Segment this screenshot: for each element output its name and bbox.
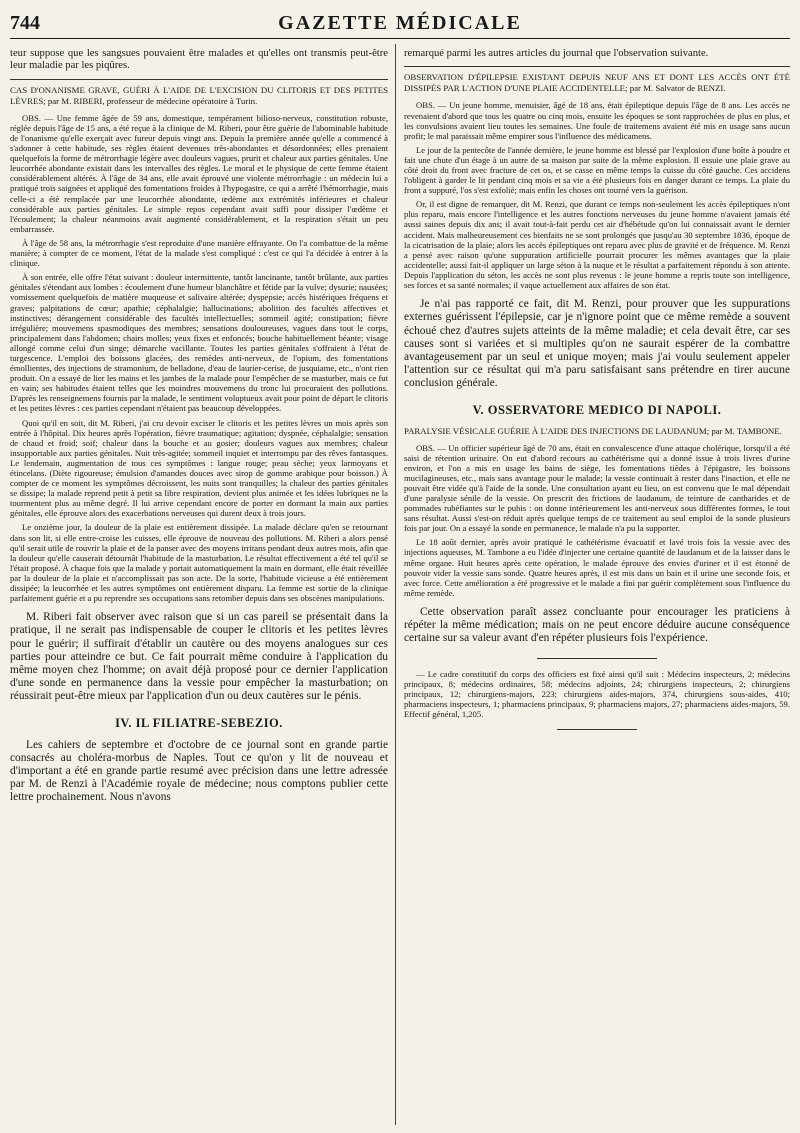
section-heading-osservatore: V. OSSERVATORE MEDICO DI NAPOLI. <box>472 402 722 417</box>
observation-paragraph: Quoi qu'il en soit, dit M. Riberi, j'ai cru devoir exciser le clitoris et les petites lèvres un mois après son entrée à l'hôpital. Dix heures après l'opération, fièvre traumatique; agitation; dyspnée, céphalalgie; sensation de chaud et froid; soif; chaleur dans la bouche et au gosier; douleurs vagues aux membres; chaleur insupportable aux parties génitales. Nuit très-agitée; sommeil inquiet et interrompu par des rêves fantasques. Le lendemain, augmentation de tous ces symptômes : langue rouge; peau sèche; yeux larmoyans et étincelans. (Diète rigoureuse; émulsion d'amandes douces avec sirop de gomme arabique pour boisson.) À compter de ce moment les symptômes décroissent, les nuits sont tranquilles; la chaleur des parties génitales se dissipe; la malade reprend petit à petit sa libre respiration, devient plus animée et les idées lubriques ne la tourmentent plus au même degré. Il lui arrive cependant encore de porter en dormant la main aux parties génitales, elle éprouve alors des exacerbations nerveuses qui durent deux à trois jours. <box>10 417 388 519</box>
observation-paragraph: À l'âge de 58 ans, la métrorrhagie s'est reproduite d'une manière effrayante. On l'a combattue de la même manière; à compter de ce moment, l'état de la malade s'est compliqué : c'est ce qui l'a décidée à entrer à la clinique. <box>10 237 388 269</box>
left-intro-text: teur suppose que les sangsues pouvaient être malades et qu'elles ont transmis peut-être leur maladie par les piqûres. <box>10 48 388 72</box>
observation-paragraph: Le 18 août dernier, après avoir pratiqué le cathétérisme évacuatif et lavé trois fois la vessie avec des injections aqueuses, M. Tambone a eu l'idée d'injecter une certaine quantité de laudanum et de la laisser dans le même organe. Huit heures après cette opération, le malade éprouve des envies d'uriner et il est étonné de pouvoir vider la vessie sans sonde. Quatre heures après, il est mis dans un bain et il urine une seconde fois, et avec force. Cette amélioration a été progressive et le malade a fini par guérir complètement sous l'influence du même remède. <box>404 537 790 598</box>
observation-paragraph: OBS. — Un officier supérieur âgé de 70 ans, était en convalescence d'une attaque cholérique, lorsqu'il a été saisi de rétention urinaire. On eut d'abord recours au cathétérisme qui a donné issue à trois livres d'urine environ, et l'on a mis en usage les bains de siège, les fomentations tièdes à l'épigastre, les boissons mucilagineuses, etc., mais sans avantage pour le malade; la vessie continuait à rester dans l'inaction, et elle ne pouvait être vidée qu'à l'aide de la sonde. Une consultation ayant eu lieu, on est convenu que le mal dépendait d'une paralysie sénile de la vessie. On prescrit des frictions de laudanum, de teinture de cantharides et de pommades rubéfiantes sur le pubis : on donne intérieurement les anti-nerveux sous différentes formes, le tout sans résultat. Aussi s'est-on réduit après quelque temps de ce traitement au seul emploi de la sonde plusieurs fois par jour. On a essayé la sonde en permanence, le malade n'a pu la supporter. <box>404 442 790 534</box>
observation-paragraph: OBS. — Un jeune homme, menuisier, âgé de 18 ans, était épileptique depuis l'âge de 8 ans. Les accès ne revenaient d'abord que tous les quatre ou cinq mois, ensuite les époques se sont rapprochées de plus en plus, et les convulsions avaient lieu toutes les semaines. Une foule de traitemens avaient été mis en usage sans aucun profit; le mal paraissait même empirer sous l'influence des médicamens. <box>404 100 790 141</box>
observation-paragraph: OBS. — Une femme âgée de 59 ans, domestique, tempérament bilioso-nerveux, constitution robuste, réglée depuis l'âge de 15 ans, a été reçue à la clinique de M. Riberi, pour être guérie de l'abominable habitude de l'onanisme qu'elle exerçait avec fureur depuis vingt ans. Depuis la première année qu'elle a commencé à s'adonner à cette habitude, ses règles étaient devenues très-abondantes et désordonnées; elles prenaient quelquefois la forme de métrorrhagie légère avec douleurs vagues, prurit et chaleur aux parties génitales. Une leucorrhée abondante existait dans les intervalles des règles. Le moral et le physique de cette femme étaient considérablement altérés. À l'âge de 34 ans, elle avait éprouvé une violente métrorrhagie : un médecin lui a pratiqué trois saignées et appliqué des fomentations froides à l'hypogastre, ce qui a arrêté l'hémorrhagie, mais celle-ci a été remplacée par une leucorrhée abondante, œdème aux extrémités inférieures et chaleur considérable aux parties génitales. Le simple repos cependant avait suffi pour dissiper l'œdème et l'écoulement; la chaleur néanmoins avait augmenté considérablement, et la respiration s'était un peu embarrassée. <box>10 112 388 234</box>
column-divider <box>395 44 396 1125</box>
commentary-renzi: Je n'ai pas rapporté ce fait, dit M. Renzi, pour prouver que les suppurations externes guérissent l'épilepsie, car je n'ignore point que ce même remède a souvent échoué chez d'autres sujets atteints de la même maladie; et cela devait être, car ses causes sont si variées et si multiples qu'on ne saurait espérer de la combattre avantageusement par un seul et unique moyen; mais j'ai voulu seulement appeler l'attention sur ce résultat qui m'a paru satisfaisant sans prétendre en tirer aucune conclusion générale. <box>404 298 790 390</box>
observation-paragraph: Le onzième jour, la douleur de la plaie est entièrement dissipée. La malade déclare qu'en se retournant dans son lit, si elle entre-croise les cuisses, elle éprouve de nouveau des pollutions. M. Riberi a alors pensé qu'il serait utile de rouvrir la plaie et de la panser avec des moyens irritans pendant deux autres mois, afin que la douleur qu'elle causerait détournât l'habitude de la masturbation. Le résultat effectivement a été tel qu'il se l'était proposé. À chaque fois que la malade y portait automatiquement la main en dormant, elle était réveillée par la douleur de la plaie et n'accomplissait pas son acte. De la sorte, l'habitude vicieuse a été entièrement dissipée; la leucorrhée et les autres symptômes ont entièrement disparu. La femme est sortie de la clinique parfaitement guérie et a pu reprendre ses occupations sans retomber depuis dans ses obscènes manipulations. <box>10 522 388 604</box>
separator-rule <box>557 729 637 730</box>
right-intro-text: remarqué parmi les autres articles du journal que l'observation suivante. <box>404 48 709 59</box>
journal-title: GAZETTE MÉDICALE <box>278 12 522 34</box>
article-title-epilepsie: OBSERVATION D'ÉPILEPSIE EXISTANT DEPUIS NEUF ANS ET DONT LES ACCÈS ONT ÉTÉ DISSIPÉS PAR L'ACTION D'UNE PLAIE ACCIDENTELLE; par M. Salvator de RENZI. <box>404 66 790 94</box>
page-number: 744 <box>10 12 40 34</box>
article-title-onanisme: CAS D'ONANISME GRAVE, GUÉRI À L'AIDE DE L'EXCISION DU CLITORIS ET DES PETITES LÈVRES; par M. RIBERI, professeur de médecine opératoire à Turin. <box>10 79 388 107</box>
separator-rule <box>537 658 657 659</box>
observation-paragraph: À son entrée, elle offre l'état suivant : douleur intermittente, tantôt lancinante, tantôt brûlante, aux parties génitales s'étendant aux lombes : écoulement d'une humeur blanchâtre et fétide par la vulve; dysurie; nausées; vomissement quelquefois de matière muqueuse et salivaire altérée; dyspepsie; accès histériques fréquens et graves; palpitations de cœur; apathie; céphalalgie; hallucinations; abolition des facultés affectives et instinctives; dérangement considérable des facultés intellectuelles; sommeil agité; constipation; fièvre irrégulière; mouvemens spasmodiques des membres; sensations douloureuses, vagues dans tout le corps, principalement dans l'abdomen; chairs molles; yeux fixes et enfoncés; bouche habituellement béante; visage allongé comme celui d'un singe; démarche vacillante. Toutes les parties génitales s'offraient à l'état de turgescence. L'emploi des boissons glacées, des remèdes anti-nerveux, de l'opium, des fomentations émollientes, des injections de stramonium, de belladone, d'eau de laurier-cerise, de jusquiame, etc., n'ont rien produit. On a essayé de lier les mains et les jambes de la malade pour l'empêcher de se masturber, mais ce fut en vain; ses habitudes étaient telles que les moindres mouvemens du tronc lui procuraient des pollutions. D'après les renseignemens fournis par la malade, le sentiment voluptueux avait pour point de départ le clitoris et les petites lèvres : ces parties cependant n'étaient pas beaucoup développées. <box>10 272 388 414</box>
section-text-filiatre: Les cahiers de septembre et d'octobre de ce journal sont en grande partie consacrés au choléra-morbus de Naples. Tout ce qu'on y lit de nouveau et d'important a été en grande partie resumé avec précision dans une lettre adressée par M. de Renzi à l'Académie royale de médecine; nous comptons publier cette lettre prochainement. Nous n'avons <box>10 738 388 804</box>
observation-paragraph: Le jour de la pentecôte de l'année dernière, le jeune homme est blessé par l'explosion d'une boîte à poudre et fait une chute d'un étage à un autre de sa maison par suite de la même explosion. Il essuie une plaie grave au côté droit du front avec fracture de cet os, et se casse en même temps la cuisse du côté gauche. Ces accidens l'obligent à garder le lit pendant cinq mois et sa vie a été plusieurs fois en danger durant ce temps. La plaie du front a suppuré, l'os s'est exfolié; mais enfin les choses ont tourné vers la guérison. <box>404 144 790 196</box>
article-title-paralysie: PARALYSIE VÉSICALE GUÉRIE À L'AIDE DES INJECTIONS DE LAUDANUM; par M. TAMBONE. <box>404 425 782 436</box>
left-column <box>10 48 388 1127</box>
right-column <box>404 48 790 1127</box>
page-header <box>10 12 790 39</box>
commentary-tambone: Cette observation paraît assez concluante pour encourager les praticiens à répéter la même médication; mais on ne peut encore déduire aucune conséquence certaine sur sa valeur avant d'en répéter plusieurs fois l'expérience. <box>404 605 790 645</box>
notice-officiers: — Le cadre constitutif du corps des officiers est fixé ainsi qu'il suit : Médecins inspecteurs, 2; médecins principaux, 8; médecins ordinaires, 58; médecins adjoints, 24; chirurgiens inspecteurs, 2; chirurgiens principaux, 12; chirurgiens-majors, 223; chirurgiens aides-majors, 374, chirurgiens sous-aides, 410; pharmaciens inspecteurs, 1; pharmaciens principaux, 9; pharmaciens majors, 27; pharmaciens aides-majors, 59. Effectif général, 1,205. <box>404 668 790 719</box>
section-heading-filiatre: IV. IL FILIATRE-SEBEZIO. <box>115 715 283 730</box>
observation-paragraph: Or, il est digne de remarquer, dit M. Renzi, que durant ce temps non-seulement les accès épileptiques n'ont plus reparu, mais encore l'intelligence et les autres fonctions nerveuses du jeune homme n'avaient jamais été aussi saines depuis dix ans; il avait tout-à-fait perdu cet air d'hébétude qu'on lui connaissait avant le dernier accident. Mais malheureusement ces bienfaits ne se sont prolongés que jusqu'au 30 septembre 1836, époque de la cicatrisation de la plaie; alors les accès épileptiques ont reparu avec plus de gravité et de fréquence. M. Renzi a pensé avec raison qu'une suppuration artificielle pourrait procurer les mêmes avantages que la plaie accidentelle; aussi fait-il appliquer un large séton à la nuque et le résultat a parfaitement répondu à son attente. Depuis l'application du séton, les accès ne sont plus revenus : le jeune homme a repris toute son intelligence, ses forces et sa santé normales; il vaque actuellement aux affaires de son état. <box>404 199 790 290</box>
commentary-riberi: M. Riberi fait observer avec raison que si un cas pareil se présentait dans la pratique, il ne serait pas indispensable de couper le clitoris et les petites lèvres pour le guérir; il suffirait d'établir un cautère ou des moyens analogues sur ces parties pour atteindre ce but. Ce fait pourrait même conduire à l'application du même moyen chez l'homme; on avait déjà proposé pour ce dernier l'application d'une sonde en permanence dans la vessie pour empêcher la masturbation; on réussirait peut-être mieux par l'application d'un ou deux cautères sur le pénis. <box>10 611 388 703</box>
